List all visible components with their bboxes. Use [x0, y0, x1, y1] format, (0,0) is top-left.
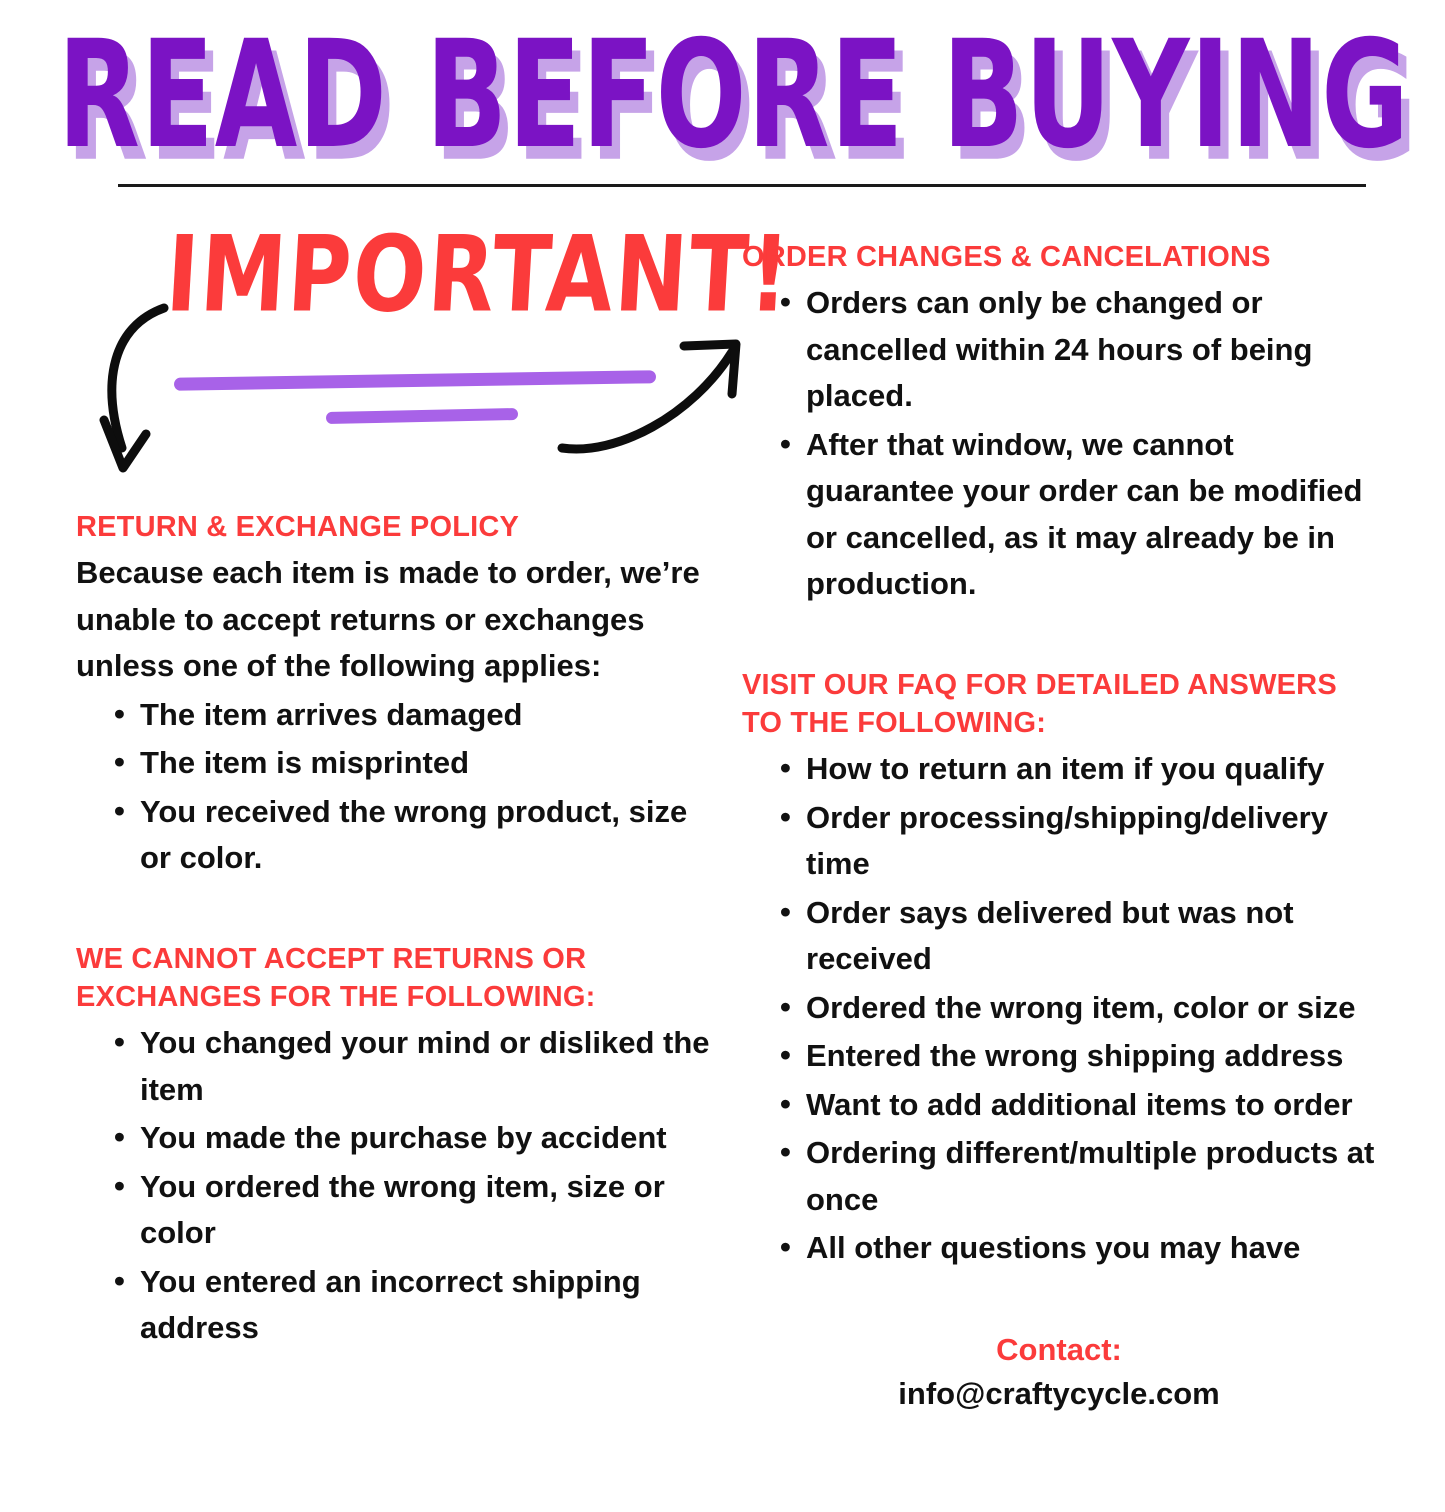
section-heading-cannot-accept: WE CANNOT ACCEPT RETURNS OR EXCHANGES FOR THE FOLLOWING:: [76, 942, 596, 1014]
list-item: • You ordered the wrong item, size or color: [140, 1164, 716, 1257]
list-item: • You changed your mind or disliked the item: [140, 1020, 716, 1113]
return-policy-body: Because each item is made to order, we’re unable to accept returns or exchanges unless one of the following applies:: [76, 555, 700, 684]
contact-email[interactable]: info@craftycycle.com: [898, 1376, 1220, 1412]
contact-block: [742, 1328, 1376, 1418]
list-item: • Want to add additional items to order: [806, 1082, 1376, 1129]
list-item: • You made the purchase by accident: [140, 1115, 716, 1162]
list-item: • The item arrives damaged: [140, 692, 716, 739]
list-item: • How to return an item if you qualify: [806, 746, 1376, 793]
section-faq: [742, 666, 1376, 1272]
spacer: [742, 610, 1376, 666]
section-heading-order-changes: ORDER CHANGES & CANCELATIONS: [742, 241, 1271, 273]
list-item: • Ordered the wrong item, color or size: [806, 985, 1376, 1032]
list-item: • Ordering different/multiple products at once: [806, 1130, 1376, 1223]
return-policy-list: [76, 692, 716, 882]
highlight-underline-secondary: [326, 408, 518, 424]
list-item: • You received the wrong product, size or color.: [140, 789, 716, 882]
right-column: [742, 238, 1376, 1418]
page-title-container: [0, 9, 1445, 182]
list-item: • Order processing/shipping/delivery time: [806, 795, 1376, 888]
section-heading-return-policy: RETURN & EXCHANGE POLICY: [76, 511, 520, 543]
contact-label: Contact:: [996, 1331, 1122, 1367]
cannot-accept-list: [76, 1020, 716, 1352]
title-divider: [118, 184, 1366, 187]
spacer: [76, 884, 716, 940]
list-item: • Orders can only be changed or cancelled within 24 hours of being placed.: [806, 280, 1376, 420]
curved-arrow-down-left-icon: [96, 300, 206, 500]
list-item: • The item is misprinted: [140, 740, 716, 787]
curved-arrow-up-right-icon: [556, 330, 756, 460]
section-cannot-accept: [76, 940, 716, 1352]
important-heading: IMPORTANT!: [163, 214, 795, 336]
list-item: • After that window, we cannot guarantee your order can be modified or cancelled, as it may already be in production.: [806, 422, 1376, 608]
list-item: • All other questions you may have: [806, 1225, 1376, 1272]
section-order-changes: [742, 238, 1376, 608]
order-changes-list: [742, 280, 1376, 608]
section-return-exchange-policy: [76, 508, 716, 882]
faq-list: [742, 746, 1376, 1272]
list-item: • You entered an incorrect shipping address: [140, 1259, 716, 1352]
list-item: • Entered the wrong shipping address: [806, 1033, 1376, 1080]
list-item: • Order says delivered but was not received: [806, 890, 1376, 983]
section-heading-faq: VISIT OUR FAQ FOR DETAILED ANSWERS TO THE FOLLOWING:: [742, 668, 1337, 740]
left-column: [76, 508, 716, 1354]
page-title: READ BEFORE BUYING: [57, 9, 1410, 182]
